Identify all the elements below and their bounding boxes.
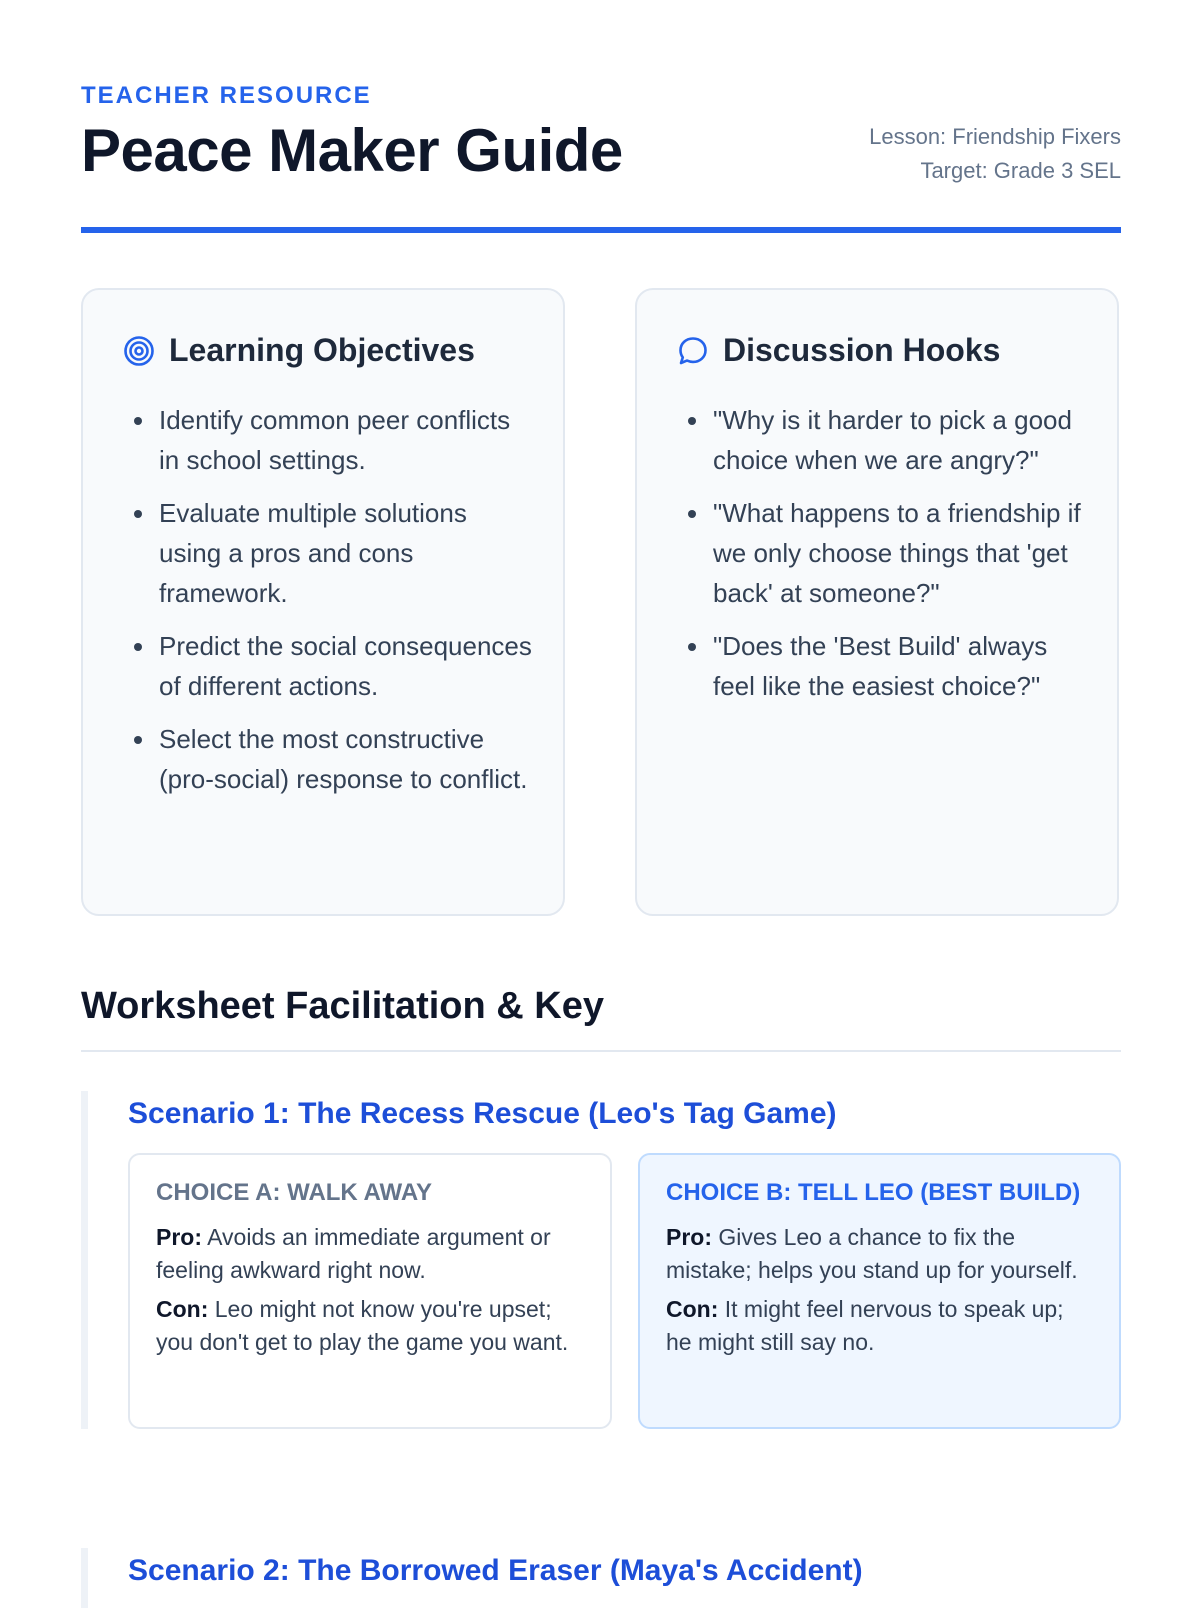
- pro-label: Pro:: [156, 1224, 202, 1250]
- objectives-title: Learning Objectives: [169, 332, 475, 368]
- scenario-title: Scenario 1: The Recess Rescue (Leo's Tag Game): [128, 1097, 837, 1130]
- choice-a-label: CHOICE A: WALK AWAY: [156, 1179, 433, 1206]
- section-title: Worksheet Facilitation & Key: [81, 985, 604, 1027]
- list-item: • "Why is it harder to pick a good choice when we are angry?": [711, 400, 1087, 480]
- list-item: • "Does the 'Best Build' always feel like the easiest choice?": [711, 626, 1087, 706]
- list-item: • Identify common peer conflicts in school settings.: [157, 400, 533, 480]
- choice-a-pro: [156, 1221, 584, 1287]
- page: [81, 0, 1121, 1587]
- choice-b-pro: [666, 1221, 1093, 1287]
- list-item: • Select the most constructive (pro-social) response to conflict.: [157, 719, 533, 799]
- section-divider: [81, 1050, 1121, 1052]
- target-icon: [123, 335, 155, 367]
- con-label: Con:: [666, 1296, 719, 1322]
- list-item: • "What happens to a friendship if we only choose things that 'get back' at someone?": [711, 493, 1087, 613]
- list-item: • Evaluate multiple solutions using a pros and cons framework.: [157, 493, 533, 613]
- eyebrow-label: TEACHER RESOURCE: [81, 82, 372, 109]
- choice-a-con: [156, 1293, 584, 1359]
- objectives-card: [81, 288, 565, 916]
- choice-b-label: CHOICE B: TELL LEO (BEST BUILD): [666, 1179, 1081, 1206]
- pro-label: Pro:: [666, 1224, 712, 1250]
- speech-bubble-icon: [677, 335, 709, 367]
- hooks-title: Discussion Hooks: [723, 332, 1001, 368]
- overview-cards: [81, 288, 1121, 916]
- con-text: It might feel nervous to speak up; he might still say no.: [666, 1296, 1064, 1355]
- pro-text: Gives Leo a chance to fix the mistake; helps you stand up for yourself.: [666, 1224, 1078, 1283]
- hooks-card: [635, 288, 1119, 916]
- scenario-block: [81, 1548, 1121, 1608]
- objectives-header: [123, 332, 475, 369]
- lesson-name: Lesson: Friendship Fixers: [869, 124, 1121, 149]
- choice-b-card: [638, 1153, 1121, 1429]
- lesson-meta: [869, 120, 1121, 188]
- choice-b-con: [666, 1293, 1093, 1359]
- page-title: Peace Maker Guide: [81, 117, 623, 184]
- list-item: • Predict the social consequences of different actions.: [157, 626, 533, 706]
- header: [81, 0, 1121, 235]
- header-divider: [81, 227, 1121, 233]
- lesson-target: Target: Grade 3 SEL: [920, 158, 1121, 183]
- choice-a-card: [128, 1153, 612, 1429]
- pro-text: Avoids an immediate argument or feeling awkward right now.: [156, 1224, 551, 1283]
- scenario-title: Scenario 2: The Borrowed Eraser (Maya's Accident): [128, 1554, 863, 1587]
- con-text: Leo might not know you're upset; you don't get to play the game you want.: [156, 1296, 569, 1355]
- hooks-list: [677, 400, 1087, 719]
- scenario-block: [81, 1091, 1121, 1429]
- hooks-header: [677, 332, 1000, 369]
- con-label: Con:: [156, 1296, 209, 1322]
- objectives-list: [123, 400, 533, 812]
